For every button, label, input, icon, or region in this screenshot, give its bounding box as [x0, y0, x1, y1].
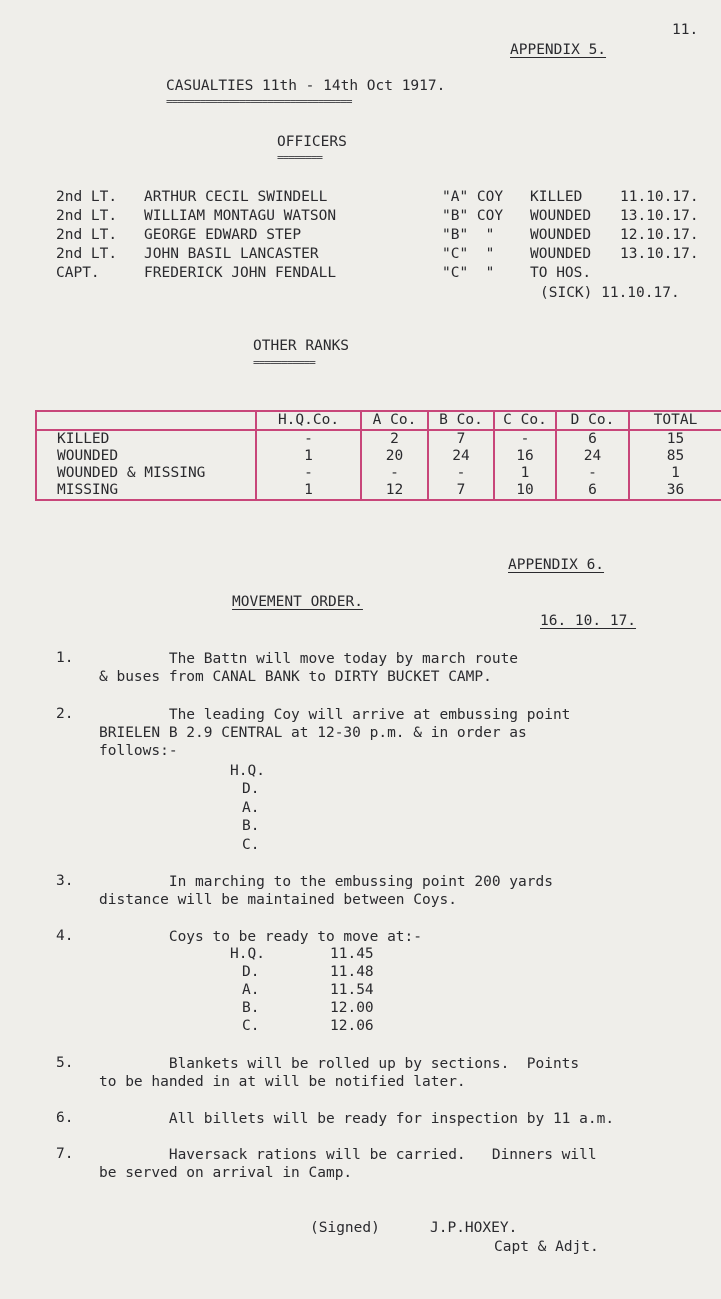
paragraph-number: 1.	[56, 650, 74, 666]
table-header-row	[36, 411, 721, 430]
other-ranks-table	[35, 410, 721, 501]
column-header: H.Q.Co.	[256, 411, 361, 430]
table-row	[36, 448, 721, 465]
table-cell: 6	[556, 430, 629, 448]
time-list-time: 11.45	[330, 946, 374, 962]
officer-status: WOUNDED	[530, 227, 592, 243]
paragraph-number: 4.	[56, 928, 74, 944]
column-header: B Co.	[428, 411, 494, 430]
order-list-item: D.	[242, 781, 260, 797]
table-row	[36, 482, 721, 500]
order-list-item: A.	[242, 800, 260, 816]
movement-order-date: 16. 10. 17.	[540, 613, 637, 629]
officer-status: WOUNDED	[530, 246, 592, 262]
column-header: C Co.	[494, 411, 556, 430]
paragraph-line: All billets will be ready for inspection by 11 a.m.	[99, 1111, 615, 1127]
table-row	[36, 465, 721, 482]
officer-date: 13.10.17.	[620, 208, 699, 224]
table-cell: -	[256, 430, 361, 448]
table-cell: -	[428, 465, 494, 482]
paragraph-line: Haversack rations will be carried. Dinners will	[99, 1147, 597, 1163]
table-cell: -	[494, 430, 556, 448]
time-list-coy: A.	[242, 982, 260, 998]
table-cell: 1	[494, 465, 556, 482]
officer-company: "B" "	[442, 227, 495, 243]
officer-rank: 2nd LT.	[56, 189, 118, 205]
officer-row	[56, 226, 720, 245]
time-list-coy: C.	[242, 1018, 260, 1034]
officer-row	[56, 264, 720, 283]
officer-rank: 2nd LT.	[56, 208, 118, 224]
officer-date: 11.10.17.	[620, 189, 699, 205]
time-list-coy: B.	[242, 1000, 260, 1016]
officer-rank: 2nd LT.	[56, 246, 118, 262]
order-list-item: B.	[242, 818, 260, 834]
signatory-title: Capt & Adjt.	[494, 1239, 599, 1255]
casualties-title-rule: =================================	[166, 95, 352, 108]
officer-status: KILLED	[530, 189, 583, 205]
table-cell: WOUNDED	[57, 448, 119, 464]
officer-name: WILLIAM MONTAGU WATSON	[144, 208, 337, 224]
officer-row	[56, 188, 720, 207]
officer-company: "C" "	[442, 246, 495, 262]
signatory-name: J.P.HOXEY.	[430, 1220, 518, 1236]
officer-date: 13.10.17.	[620, 246, 699, 262]
officer-company: "B" COY	[442, 208, 504, 224]
paragraph-number: 6.	[56, 1110, 74, 1126]
table-cell: 24	[556, 448, 629, 465]
table-cell: 1	[256, 448, 361, 465]
table-cell: WOUNDED & MISSING	[57, 465, 206, 481]
order-list-item: C.	[242, 837, 260, 853]
page-number: 11.	[672, 22, 699, 38]
paragraph-line: BRIELEN B 2.9 CENTRAL at 12-30 p.m. & in order as	[99, 725, 527, 741]
officer-rank: CAPT.	[56, 265, 100, 281]
paragraph-number: 3.	[56, 873, 74, 889]
appendix-6-heading: APPENDIX 6.	[508, 557, 605, 573]
officer-row	[56, 245, 720, 264]
officer-continuation-text: (SICK) 11.10.17.	[540, 285, 680, 301]
officer-continuation	[56, 284, 720, 303]
table-cell: 2	[361, 430, 428, 448]
officer-name: JOHN BASIL LANCASTER	[144, 246, 319, 262]
time-list-time: 12.06	[330, 1018, 374, 1034]
table-cell: -	[556, 465, 629, 482]
other-ranks-heading-rule: ===========	[253, 356, 315, 369]
table-cell: 85	[629, 448, 721, 465]
table-cell: 6	[556, 482, 629, 500]
time-list-coy: H.Q.	[230, 946, 265, 962]
paragraph-line: In marching to the embussing point 200 yards	[99, 874, 553, 890]
table-cell: 10	[494, 482, 556, 500]
table-cell: 15	[629, 430, 721, 448]
casualties-title: CASUALTIES 11th - 14th Oct 1917.	[166, 78, 446, 94]
officer-company: "C" "	[442, 265, 495, 281]
paragraph-line: The Battn will move today by march route	[99, 651, 519, 667]
table-cell: MISSING	[57, 482, 119, 498]
paragraph-line: be served on arrival in Camp.	[99, 1165, 353, 1181]
officer-name: FREDERICK JOHN FENDALL	[144, 265, 337, 281]
table-cell: 7	[428, 430, 494, 448]
officer-rank: 2nd LT.	[56, 227, 118, 243]
table-row	[36, 430, 721, 448]
other-ranks-heading: OTHER RANKS	[253, 338, 350, 354]
column-header: D Co.	[556, 411, 629, 430]
table-cell: 12	[361, 482, 428, 500]
column-header	[36, 411, 256, 430]
officers-heading: OFFICERS	[277, 134, 347, 150]
table-cell: 7	[428, 482, 494, 500]
paragraph-number: 2.	[56, 706, 74, 722]
table-cell: -	[361, 465, 428, 482]
table-cell: KILLED	[57, 431, 110, 447]
table-cell: 1	[256, 482, 361, 500]
paragraph-number: 5.	[56, 1055, 74, 1071]
signed-label: (Signed)	[310, 1220, 380, 1236]
table-cell: 20	[361, 448, 428, 465]
officer-date: 12.10.17.	[620, 227, 699, 243]
officer-name: GEORGE EDWARD STEP	[144, 227, 302, 243]
officer-status: WOUNDED	[530, 208, 592, 224]
officer-row	[56, 207, 720, 226]
paragraph-line: Coys to be ready to move at:-	[99, 929, 423, 945]
time-list-time: 11.54	[330, 982, 374, 998]
paragraph-line: to be handed in at will be notified later.	[99, 1074, 466, 1090]
officer-company: "A" COY	[442, 189, 504, 205]
paragraph-line: The leading Coy will arrive at embussing point	[99, 707, 571, 723]
officer-status: TO HOS.	[530, 265, 592, 281]
table-cell: 1	[629, 465, 721, 482]
officer-name: ARTHUR CECIL SWINDELL	[144, 189, 328, 205]
appendix-5-heading: APPENDIX 5.	[510, 42, 607, 58]
table-cell: 24	[428, 448, 494, 465]
column-header: A Co.	[361, 411, 428, 430]
time-list-coy: D.	[242, 964, 260, 980]
paragraph-line: & buses from CANAL BANK to DIRTY BUCKET CAMP.	[99, 669, 492, 685]
column-header: TOTAL	[629, 411, 721, 430]
paragraph-number: 7.	[56, 1146, 74, 1162]
paragraph-line: distance will be maintained between Coys.	[99, 892, 457, 908]
table-cell: 36	[629, 482, 721, 500]
officers-heading-rule: ========	[277, 151, 322, 164]
table-cell: 16	[494, 448, 556, 465]
table-cell: -	[256, 465, 361, 482]
time-list-time: 12.00	[330, 1000, 374, 1016]
order-list-item: H.Q.	[230, 763, 265, 779]
paragraph-line: follows:-	[99, 743, 178, 759]
movement-order-title: MOVEMENT ORDER.	[232, 594, 363, 610]
time-list-time: 11.48	[330, 964, 374, 980]
paragraph-line: Blankets will be rolled up by sections. Points	[99, 1056, 580, 1072]
